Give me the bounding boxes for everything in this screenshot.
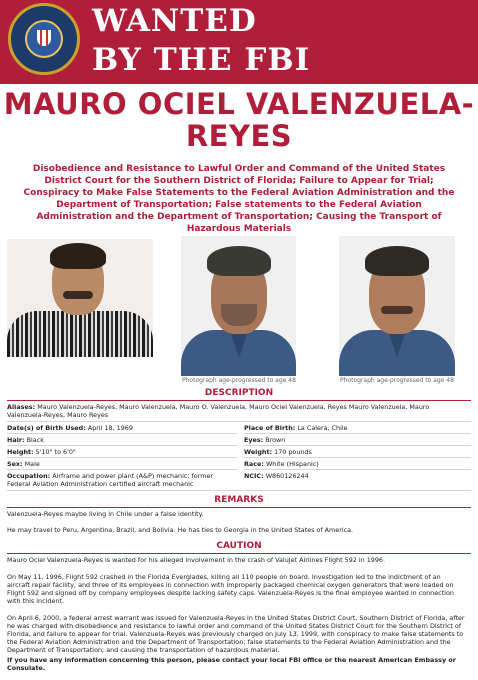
aliases-label: Aliases: [7, 403, 36, 411]
subject-name-line2: REYES [185, 119, 293, 153]
banner-title-line1: WANTED [92, 3, 257, 39]
charges-line: Conspiracy to Make False Statements to the Federal Aviation Administration and the [23, 188, 455, 198]
remarks-paragraph-2: He may travel to Peru, Argentina, Brazil, and Bolivia. He has ties to Georgia in the United States of America. [7, 526, 354, 534]
caution-paragraph-2-line: Flight 592 and signed off by company employees despite lacking safety caps. Valenzuela-Reyes is the final employee wanted in connection [7, 589, 454, 597]
occupation-label: Occupation: [7, 472, 51, 480]
caution-paragraph-3-line: he was charged with disobedience and resistance to lawful order and command of the United States District Court for the Southern District of [7, 622, 462, 630]
row-divider [7, 469, 237, 470]
charges-line: Hazardous Materials [186, 224, 292, 234]
height-cell [7, 448, 76, 456]
remarks-paragraph-1: Valenzuela-Reyes maybe living in Chile under a false identity. [7, 510, 204, 518]
sex-value: Male [24, 460, 40, 468]
caution-rule [7, 553, 471, 554]
charges-line: Administration and the Department of Transportation; Causing the Transport of [36, 212, 442, 222]
ncic-value: W860126244 [265, 472, 309, 480]
photo-2-caption: Photograph age-progressed to age 48 [182, 377, 296, 384]
eyes-cell [244, 436, 285, 444]
subject-photo-1 [7, 239, 153, 357]
caution-paragraph-3-line: Florida, and failure to appear for trial. Valenzuela-Reyes was previously charged on July 13, 1999, with conspiracy to make false statements to [7, 630, 464, 638]
hair-label: Hair: [7, 436, 25, 444]
charges-line: Department of Transportation; False statements to the Federal Aviation [56, 200, 422, 210]
caution-paragraph-1: Mauro Ociel Valenzuela-Reyes is wanted for his alleged involvement in the crash of ValuJet Airlines Flight 592 in 1996. [7, 556, 386, 564]
aliases-row [7, 403, 469, 419]
row-divider [244, 469, 471, 470]
occupation-value-line1: Airframe and power plant (A&P) mechanic; former [52, 472, 214, 480]
description-rule [7, 400, 471, 401]
race-value: White (Hispanic) [265, 460, 319, 468]
remarks-title: REMARKS [214, 495, 264, 505]
weight-value: 170 pounds [274, 448, 312, 456]
remarks-rule [7, 507, 471, 508]
subject-photo-3 [339, 236, 455, 376]
description-title: DESCRIPTION [204, 388, 274, 398]
subject-name [0, 88, 478, 152]
row-divider [7, 457, 237, 458]
caution-paragraph-3 [7, 614, 469, 654]
fbi-seal-icon [8, 3, 80, 75]
dob-value: April 18, 1969 [87, 424, 133, 432]
height-label: Height: [7, 448, 34, 456]
subject-photo-2 [181, 236, 296, 376]
height-value: 5'10" to 6'0" [35, 448, 76, 456]
pob-value: La Calera, Chile [297, 424, 348, 432]
weight-cell [244, 448, 312, 456]
banner-title-line2: BY THE FBI [92, 42, 311, 78]
dob-cell [7, 424, 133, 432]
row-divider [244, 433, 471, 434]
caution-paragraph-2-line: aircraft repair facility, and three of its employees in connection with improperly packaged chemical oxygen generators that were loaded on [7, 581, 454, 589]
ncic-cell [244, 472, 309, 480]
row-divider [7, 490, 471, 491]
aliases-value-line1: Mauro Valenzuela-Reyes, Mauro Valenzuela, Mauro O. Valenzuela, Mauro Ociel Valenzuela, Reyes Mauro Valenzuela, Mauro [37, 403, 430, 411]
sex-cell [7, 460, 40, 468]
row-divider [7, 433, 237, 434]
row-divider [7, 445, 237, 446]
caution-paragraph-2 [7, 573, 469, 605]
caution-paragraph-2-line: with this incident. [7, 597, 64, 605]
subject-name-line1: MAURO OCIEL VALENZUELA- [3, 87, 475, 121]
charges-line: Disobedience and Resistance to Lawful Order and Command of the United States [32, 164, 446, 174]
pob-label: Place of Birth: [244, 424, 296, 432]
contact-line-2: Consulate. [7, 664, 46, 672]
race-label: Race: [244, 460, 264, 468]
caution-paragraph-3-line: On April 6, 2000, a federal arrest warrant was issued for Valenzuela-Reyes in the United States District Court, Southern District of Florida, after [7, 614, 465, 622]
charges-text [22, 163, 456, 235]
occupation-cell [7, 472, 239, 488]
photo-3-caption: Photograph age-progressed to age 48 [340, 377, 454, 384]
caution-title: CAUTION [216, 541, 262, 551]
sex-label: Sex: [7, 460, 23, 468]
caution-paragraph-3-line: the Federal Aviation Administration and the Department of Transportation; false statements to the Federal Aviation Administration and the [7, 638, 451, 646]
contact-instructions [7, 656, 469, 672]
aliases-value-line2: Valenzuela-Reyes, Mauro Reyes [7, 411, 109, 419]
dob-label: Date(s) of Birth Used: [7, 424, 86, 432]
ncic-label: NCIC: [244, 472, 264, 480]
eyes-label: Eyes: [244, 436, 264, 444]
race-cell [244, 460, 319, 468]
weight-label: Weight: [244, 448, 273, 456]
contact-line-1: If you have any information concerning this person, please contact your local FBI office or the nearest American Embassy or [7, 656, 456, 664]
banner-title [92, 2, 472, 80]
caution-paragraph-3-line: Department of Transportation; and causing the transportation of hazardous material. [7, 646, 280, 654]
pob-cell [244, 424, 348, 432]
hair-cell [7, 436, 44, 444]
hair-value: Black [26, 436, 44, 444]
row-divider [244, 457, 471, 458]
charges-line: District Court for the Southern District of Florida; Failure to Appear for Trial; [44, 176, 434, 186]
row-divider [244, 445, 471, 446]
occupation-value-line2: Federal Aviation Administration certified aircraft mechanic [7, 480, 194, 488]
row-divider [7, 421, 471, 422]
caution-paragraph-2-line: On May 11, 1996, Flight 592 crashed in the Florida Everglades, killing all 110 people on board. Investigation led to the indictment of an [7, 573, 441, 581]
eyes-value: Brown [265, 436, 286, 444]
wanted-banner [0, 0, 478, 84]
